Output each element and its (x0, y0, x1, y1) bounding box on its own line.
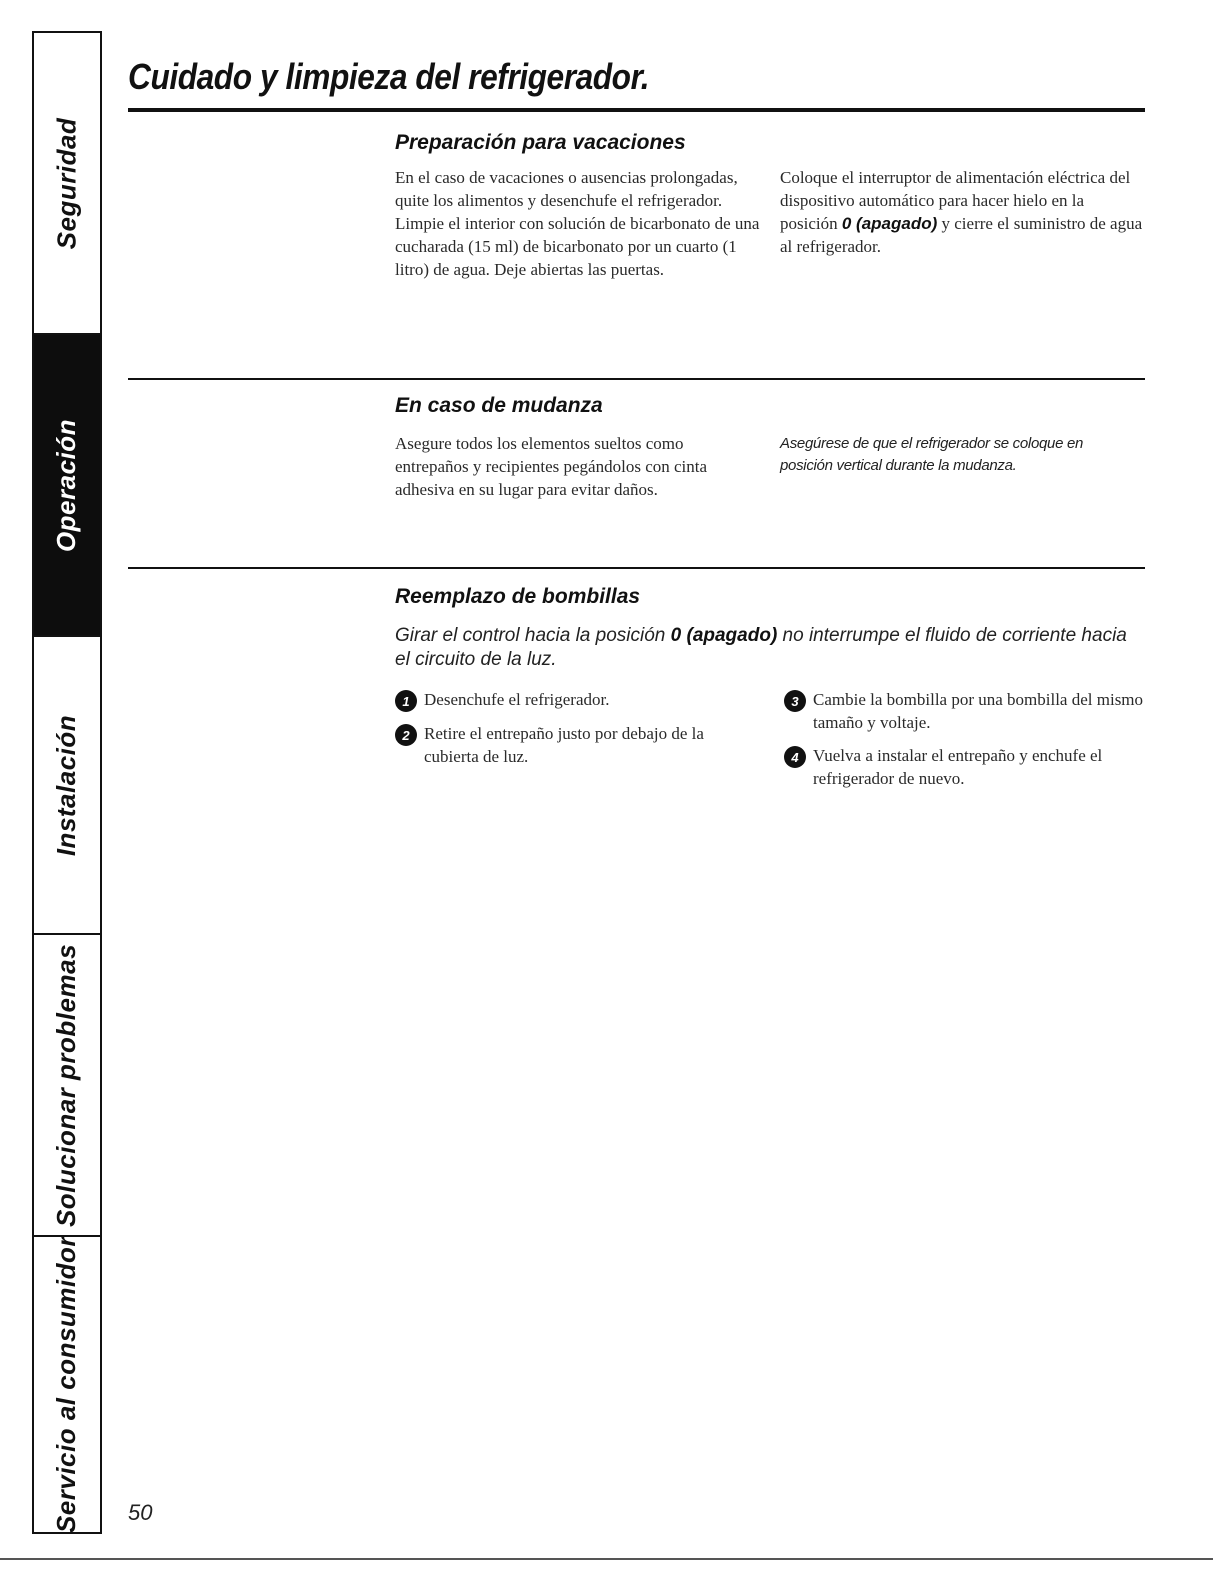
vacation-left-text: En el caso de vacaciones o ausencias prolongadas, quite los alimentos y desenchufe el refrigerador. Limpie el interior con solución de bicarbonato de una cucharada (15 ml) de bicarbonato por un cuarto (1 litro) de agua. Deje abiertas las puertas. (395, 168, 760, 279)
tab-label-seguridad: Seguridad (51, 117, 82, 249)
tab-servicio-consumidor[interactable] (34, 1235, 100, 1532)
vacation-right-before: Coloque el interruptor de alimentación eléctrica del dispositivo automático para hacer hielo en la posición (780, 168, 1131, 233)
step-number-badge: 2 (395, 724, 417, 746)
tab-label-instalacion: Instalación (51, 714, 82, 856)
tab-solucionar-problemas[interactable] (34, 933, 100, 1235)
moving-right-note: Asegúrese de que el refrigerador se coloque en posición vertical durante la mudanza. (780, 435, 1084, 474)
bulb-step (784, 744, 1124, 790)
page-title: Cuidado y limpieza del refrigerador. (128, 56, 650, 97)
vacation-right-after: y cierre el suministro de agua al refrigerador. (780, 214, 1143, 256)
section-divider (128, 378, 1145, 380)
bulb-step (395, 688, 755, 711)
section-divider (128, 567, 1145, 569)
tab-instalacion[interactable] (34, 635, 100, 933)
step-text: Desenchufe el refrigerador. (424, 690, 610, 709)
section-title-vacation: Preparación para vacaciones (395, 131, 686, 154)
tab-label-solucionar-problemas: Solucionar problemas (51, 943, 82, 1227)
bulb-step (784, 688, 1144, 734)
step-text: Vuelva a instalar el entrepaño y enchufe el refrigerador de nuevo. (813, 746, 1103, 788)
step-text: Retire el entrepaño justo por debajo de la cubierta de luz. (424, 724, 704, 766)
step-text: Cambie la bombilla por una bombilla del mismo tamaño y voltaje. (813, 690, 1144, 732)
side-tab-strip (32, 31, 102, 1534)
step-number-badge: 3 (784, 690, 806, 712)
bulbs-off-emphasis: 0 (apagado) (670, 625, 778, 646)
bulb-step (395, 722, 735, 768)
page-number: 50 (128, 1500, 153, 1525)
section-title-moving: En caso de mudanza (395, 394, 603, 417)
bulbs-note-before: Girar el control hacia la posición (395, 625, 671, 646)
section-title-bulbs: Reemplazo de bombillas (395, 585, 641, 608)
vacation-right-text (780, 166, 1145, 258)
title-divider (128, 108, 1145, 112)
tab-label-operacion: Operación (51, 418, 82, 552)
tab-operacion[interactable] (34, 333, 100, 635)
bulbs-note-after: no interrumpe el fluido de corriente hacia el circuito de la luz. (395, 625, 1127, 670)
vacation-off-emphasis: 0 (apagado) (841, 214, 938, 233)
bulbs-note (395, 624, 1135, 672)
step-number-badge: 4 (784, 746, 806, 768)
step-number-badge: 1 (395, 690, 417, 712)
tab-seguridad[interactable] (34, 33, 100, 333)
bottom-divider (0, 1558, 1213, 1560)
tab-label-servicio-consumidor: Servicio al consumidor (51, 1235, 82, 1534)
moving-left-text: Asegure todos los elementos sueltos como entrepaños y recipientes pegándolos con cinta adhesiva en su lugar para evitar daños. (395, 434, 708, 499)
